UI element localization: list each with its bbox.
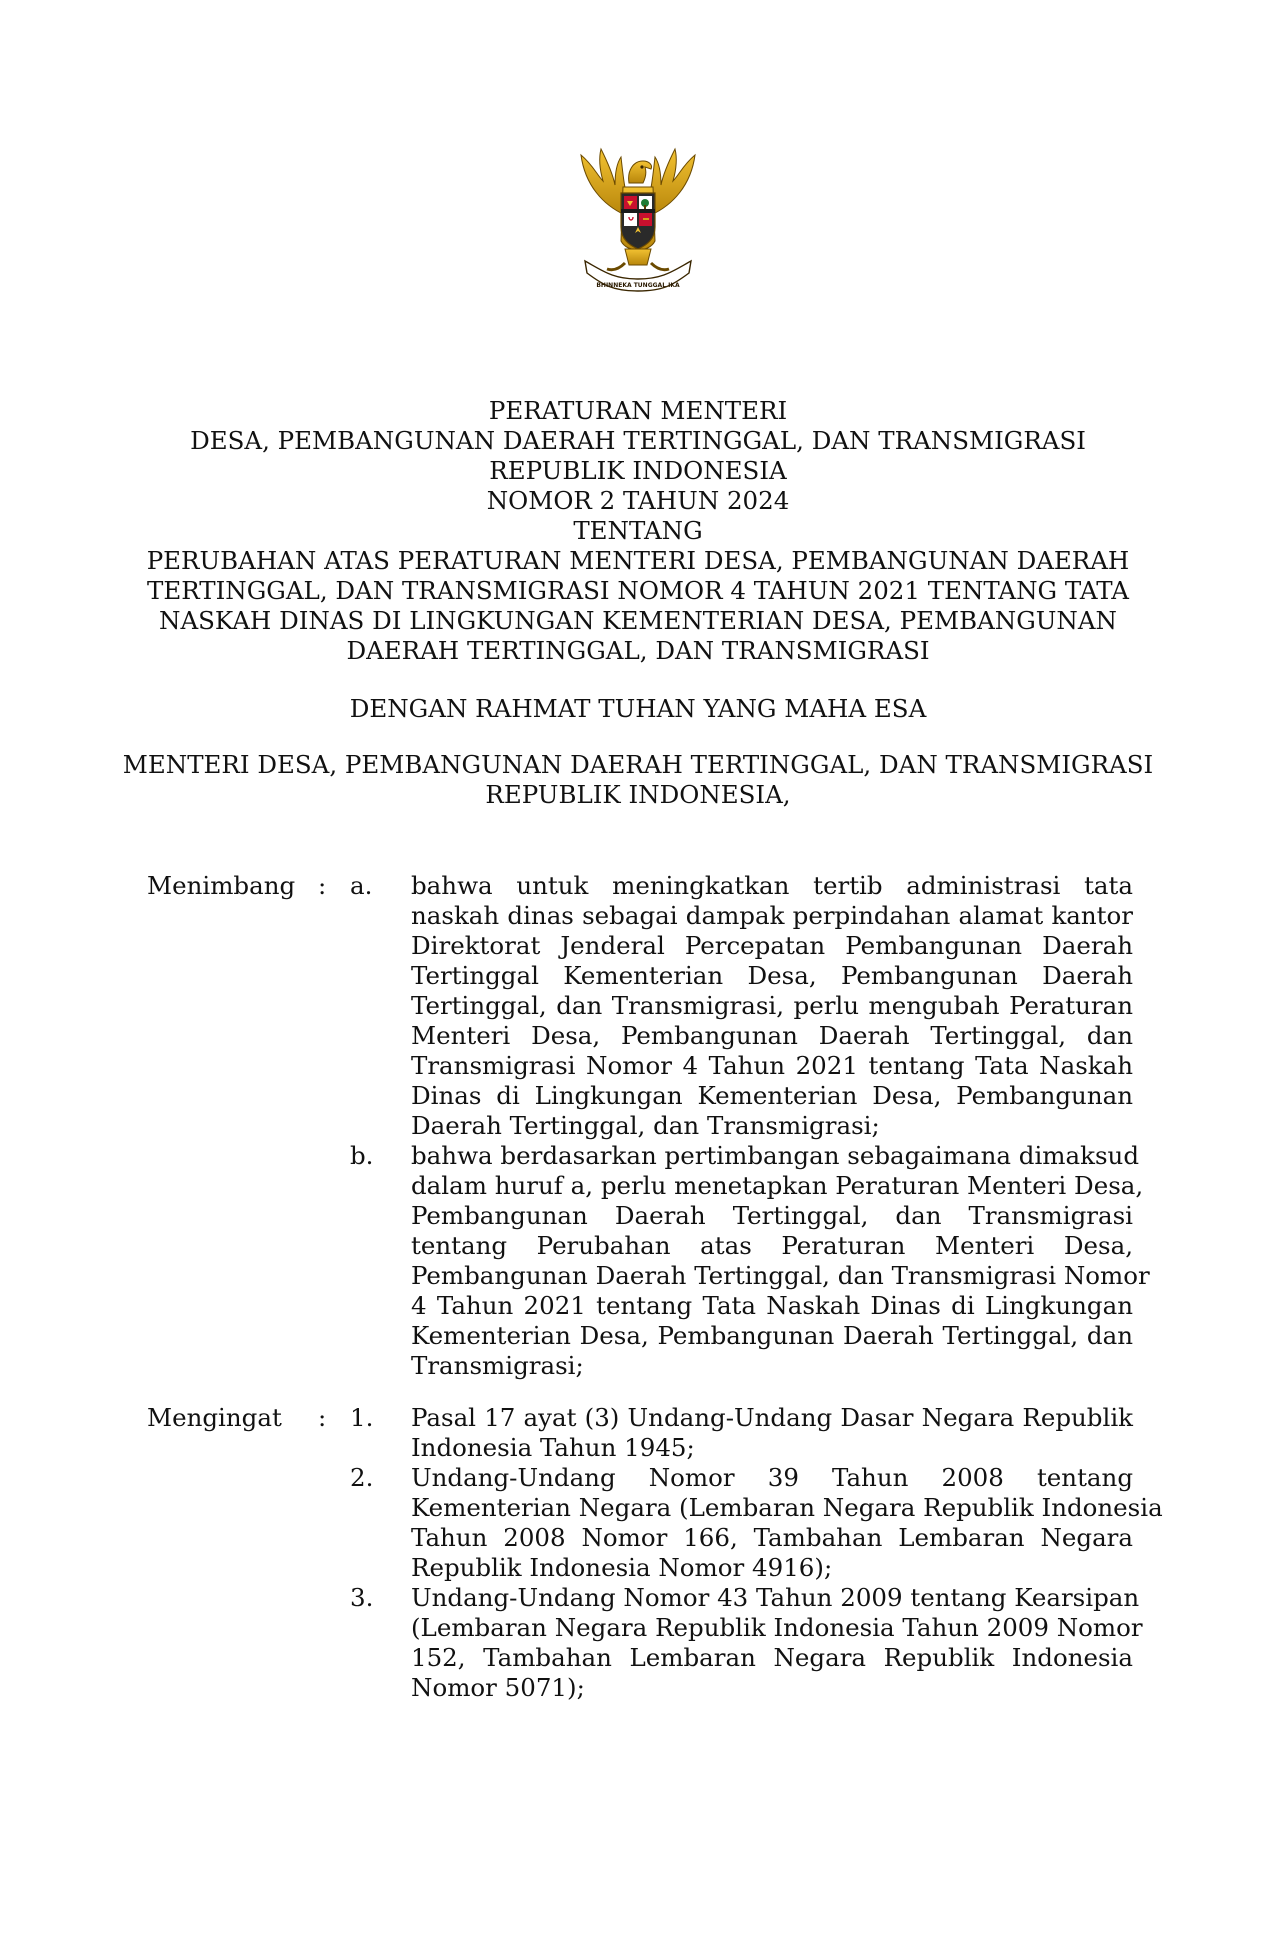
text-line: 4 Tahun 2021 tentang Tata Naskah Dinas di Lingkungan <box>411 1291 1133 1320</box>
text-line: bahwa berdasarkan pertimbangan sebagaimana dimaksud <box>411 1141 1140 1170</box>
minister-line: MENTERI DESA, PEMBANGUNAN DAERAH TERTINGGAL, DAN TRANSMIGRASI <box>122 750 1154 779</box>
text-line: Republik Indonesia Nomor 4916); <box>411 1553 833 1582</box>
menimbang-item-marker: b. <box>350 1141 374 1170</box>
title-line: TENTANG <box>573 516 703 545</box>
text-line: Pembangunan Daerah Tertinggal, dan Transmigrasi <box>411 1201 1133 1230</box>
title-line: DAERAH TERTINGGAL, DAN TRANSMIGRASI <box>346 636 930 665</box>
menimbang-colon: : <box>318 871 327 900</box>
text-line: Daerah Tertinggal, dan Transmigrasi; <box>411 1111 880 1140</box>
minister-block <box>110 750 1166 810</box>
text-line: Nomor 5071); <box>411 1673 585 1702</box>
text-line: Undang-Undang Nomor 39 Tahun 2008 tentang <box>411 1463 1133 1492</box>
title-line: TERTINGGAL, DAN TRANSMIGRASI NOMOR 4 TAHUN 2021 TENTANG TATA <box>147 576 1129 605</box>
title-line: DESA, PEMBANGUNAN DAERAH TERTINGGAL, DAN TRANSMIGRASI <box>190 426 1086 455</box>
text-line: naskah dinas sebagai dampak perpindahan alamat kantor <box>411 901 1133 930</box>
mengingat-item-marker: 2. <box>350 1463 374 1492</box>
invocation-text: DENGAN RAHMAT TUHAN YANG MAHA ESA <box>349 694 927 723</box>
text-line: Menteri Desa, Pembangunan Daerah Tertinggal, dan <box>411 1021 1133 1050</box>
title-line: PERATURAN MENTERI <box>488 396 788 425</box>
regulation-title-block <box>110 396 1166 666</box>
mengingat-colon: : <box>318 1403 327 1432</box>
mengingat-item-2 <box>411 1463 1163 1583</box>
text-line: Undang-Undang Nomor 43 Tahun 2009 tentang Kearsipan <box>411 1583 1140 1612</box>
title-line: REPUBLIK INDONESIA <box>489 456 787 485</box>
text-line: Pembangunan Daerah Tertinggal, dan Transmigrasi Nomor <box>411 1261 1150 1290</box>
text-line: Pasal 17 ayat (3) Undang-Undang Dasar Negara Republik <box>411 1403 1133 1432</box>
title-line: NOMOR 2 TAHUN 2024 <box>486 486 790 515</box>
emblem-motto: BHINNEKA TUNGGAL IKA <box>596 282 680 289</box>
text-line: bahwa untuk meningkatkan tertib administrasi tata <box>411 871 1133 900</box>
menimbang-label: Menimbang <box>147 871 296 900</box>
text-line: Tertinggal, dan Transmigrasi, perlu mengubah Peraturan <box>411 991 1133 1020</box>
text-line: Tahun 2008 Nomor 166, Tambahan Lembaran Negara <box>411 1523 1133 1552</box>
mengingat-item-marker: 3. <box>350 1583 374 1612</box>
minister-line: REPUBLIK INDONESIA, <box>485 780 791 809</box>
text-line: Indonesia Tahun 1945; <box>411 1433 695 1462</box>
menimbang-item-b <box>411 1141 1150 1381</box>
text-line: Transmigrasi; <box>411 1351 584 1380</box>
text-line: 152, Tambahan Lembaran Negara Republik Indonesia <box>411 1643 1133 1672</box>
text-line: Transmigrasi Nomor 4 Tahun 2021 tentang Tata Naskah <box>411 1051 1133 1080</box>
text-line: Direktorat Jenderal Percepatan Pembangunan Daerah <box>411 931 1133 960</box>
text-line: (Lembaran Negara Republik Indonesia Tahun 2009 Nomor <box>411 1613 1143 1642</box>
title-line: NASKAH DINAS DI LINGKUNGAN KEMENTERIAN DESA, PEMBANGUNAN <box>159 606 1117 635</box>
invocation <box>110 694 1166 724</box>
menimbang-item-marker: a. <box>350 871 373 900</box>
text-line: tentang Perubahan atas Peraturan Menteri Desa, <box>411 1231 1133 1260</box>
title-line: PERUBAHAN ATAS PERATURAN MENTERI DESA, PEMBANGUNAN DAERAH <box>146 546 1130 575</box>
text-line: Kementerian Negara (Lembaran Negara Republik Indonesia <box>411 1493 1163 1522</box>
mengingat-label: Mengingat <box>147 1403 282 1432</box>
mengingat-item-1 <box>411 1403 1133 1463</box>
menimbang-item-a <box>411 871 1133 1141</box>
text-line: Kementerian Desa, Pembangunan Daerah Tertinggal, dan <box>411 1321 1133 1350</box>
mengingat-item-3 <box>411 1583 1143 1703</box>
text-line: Dinas di Lingkungan Kementerian Desa, Pembangunan <box>411 1081 1133 1110</box>
text-line: dalam huruf a, perlu menetapkan Peraturan Menteri Desa, <box>411 1171 1144 1200</box>
mengingat-item-marker: 1. <box>350 1403 374 1432</box>
text-line: Tertinggal Kementerian Desa, Pembangunan Daerah <box>411 961 1133 990</box>
garuda-pancasila-emblem <box>563 145 713 305</box>
